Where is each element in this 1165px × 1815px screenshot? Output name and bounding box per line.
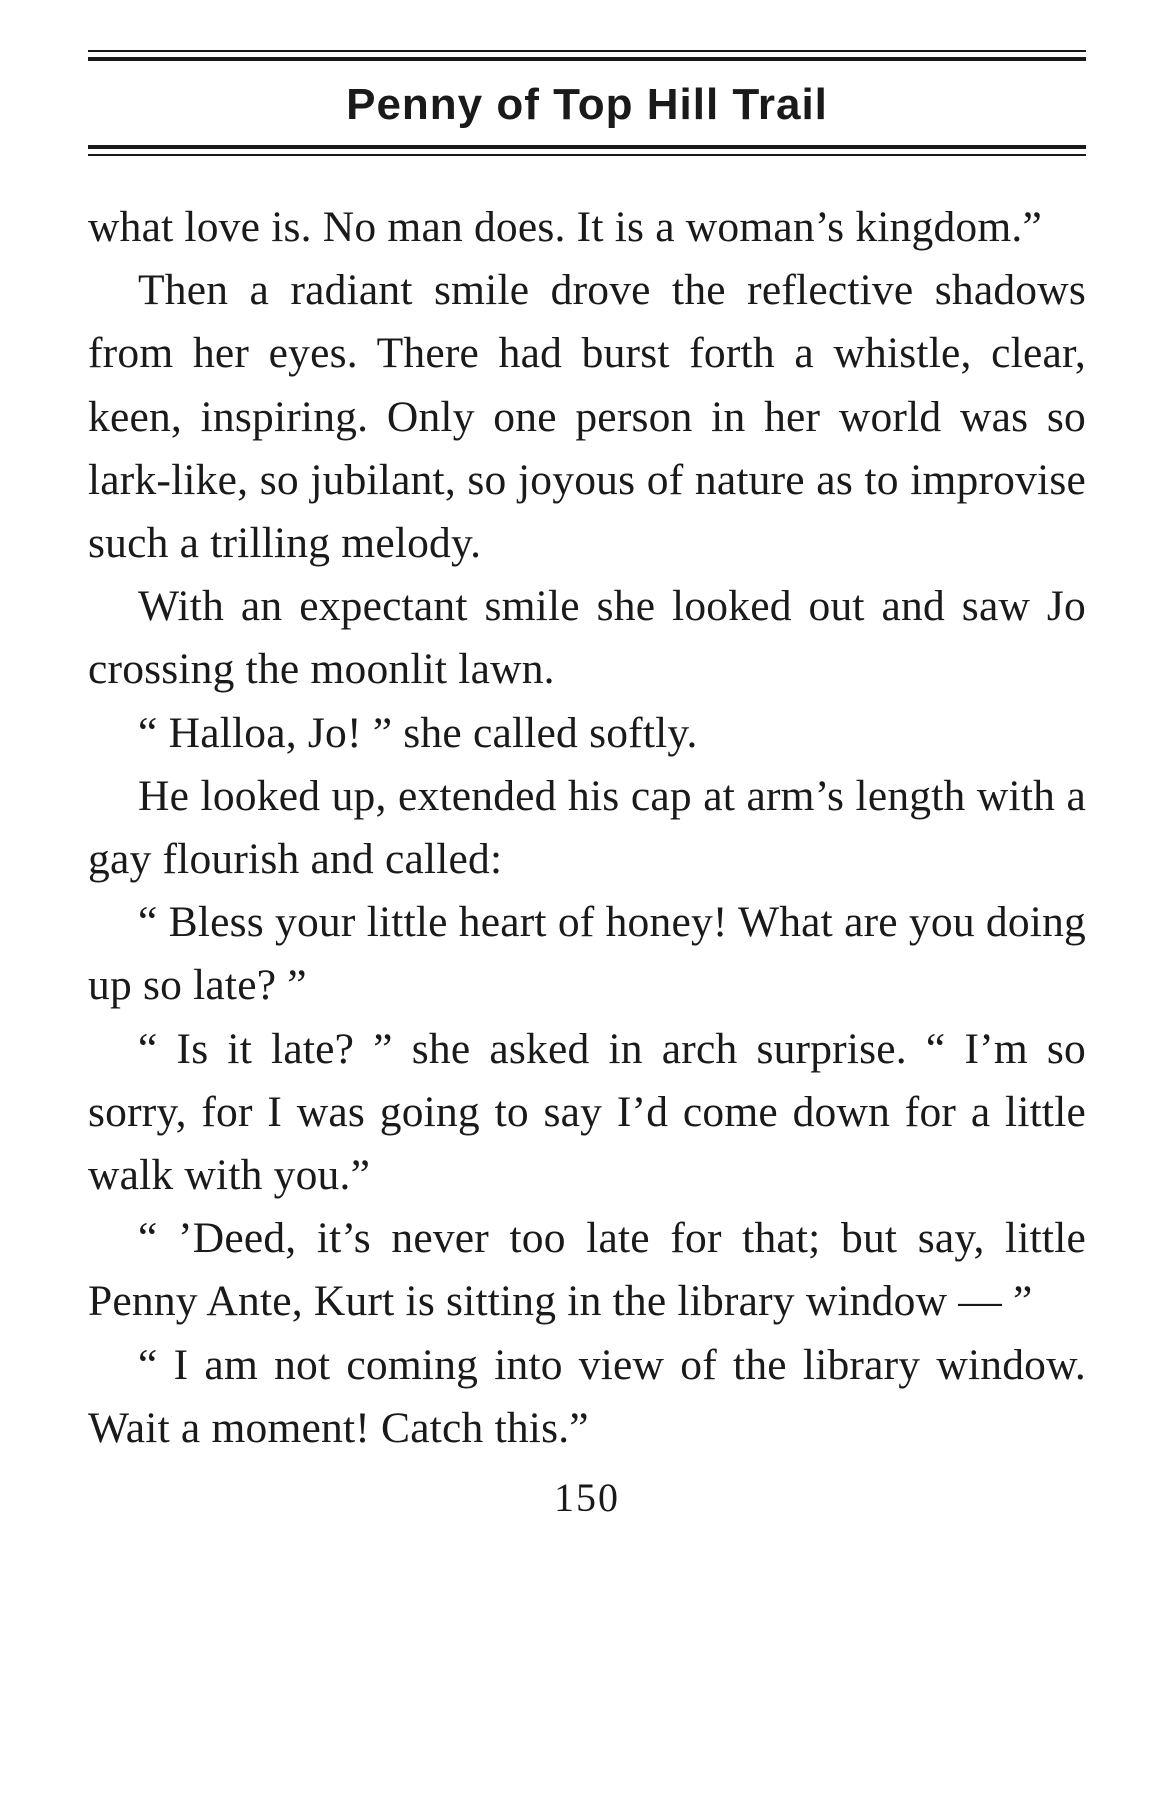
- paragraph-2: Then a radiant smile drove the reflective shadows from her eyes. There had burst forth a whistle, clear, keen, inspiring. Only one person in her world was so lark-like, so jubilant, so joyous of nature as to improvise such a trilling melody.: [88, 266, 1086, 568]
- paragraph-4: “ Halloa, Jo! ” she called softly.: [138, 708, 698, 757]
- body-text: [88, 196, 1086, 1460]
- paragraph-5: He looked up, extended his cap at arm’s length with a gay flourish and called:: [88, 771, 1086, 884]
- header-rule-top: [88, 50, 1086, 61]
- paragraph-3: With an expectant smile she looked out and saw Jo crossing the moonlit lawn.: [88, 582, 1086, 694]
- paragraph-6: “ Bless your little heart of honey! What are you doing up so late? ”: [88, 898, 1086, 1010]
- paragraph-1: what love is. No man does. It is a woman’s kingdom.”: [88, 203, 1042, 251]
- book-page: [88, 50, 1086, 1521]
- paragraph-8: “ ’Deed, it’s never too late for that; but say, little Penny Ante, Kurt is sitting in the library window — ”: [88, 1214, 1086, 1326]
- page-number: 150: [554, 1475, 620, 1521]
- header-rule-bottom: [88, 145, 1086, 156]
- running-title: Penny of Top Hill Trail: [346, 80, 828, 129]
- paragraph-7: “ Is it late? ” she asked in arch surprise. “ I’m so sorry, for I was going to say I’d come down for a little walk with you.”: [88, 1024, 1086, 1200]
- paragraph-9: “ I am not coming into view of the library window. Wait a moment! Catch this.”: [88, 1340, 1086, 1452]
